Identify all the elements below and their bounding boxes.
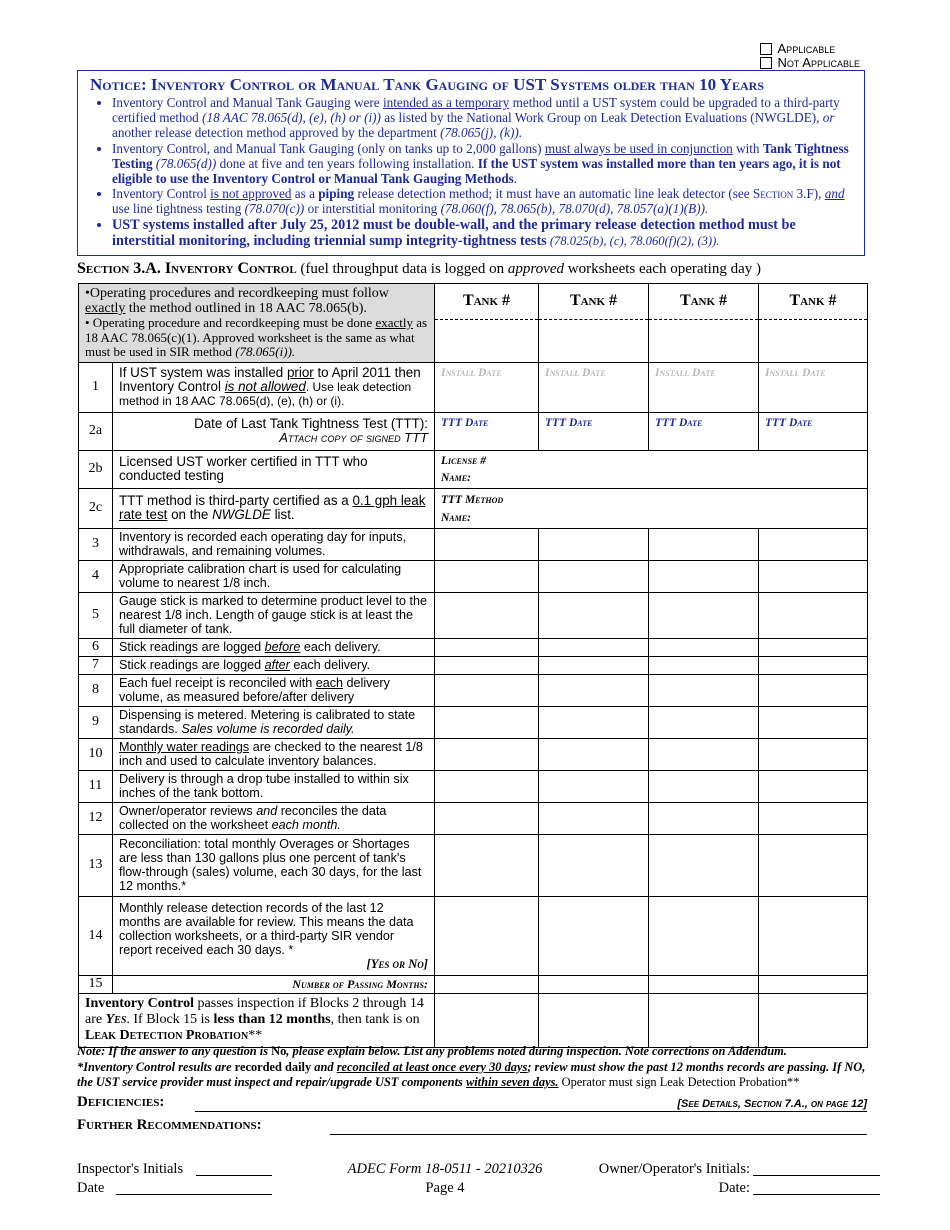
answer-cell[interactable]: [539, 638, 649, 656]
answer-cell[interactable]: [435, 560, 539, 592]
row-description: Monthly water readings are checked to the nearest 1/8 inch and used to calculate inventory balances.: [113, 738, 435, 770]
answer-cell[interactable]: [759, 896, 868, 975]
ttt-date-cell[interactable]: TTT Date: [759, 412, 868, 450]
row-description: Inventory is recorded each operating day for inputs, withdrawals, and remaining volumes.: [113, 528, 435, 560]
footer-left: [77, 1160, 183, 1198]
answer-cell[interactable]: [759, 975, 868, 993]
answer-cell[interactable]: [759, 802, 868, 834]
answer-cell[interactable]: [539, 738, 649, 770]
row-description: Dispensing is metered. Metering is calibrated to state standards. Sales volume is recorded daily.: [113, 706, 435, 738]
section-title: Section 3.A. Inventory Control (fuel throughput data is logged on approved worksheets each operating day ): [77, 260, 762, 277]
tank-number-input[interactable]: [759, 319, 868, 362]
table-row: [79, 528, 868, 560]
answer-cell[interactable]: [759, 834, 868, 896]
tank-number-input[interactable]: [649, 319, 759, 362]
table-row: [79, 674, 868, 706]
header-row: [79, 284, 868, 320]
table-row: [79, 738, 868, 770]
page-number: Page 4: [425, 1180, 465, 1196]
answer-cell[interactable]: [539, 802, 649, 834]
applicable-checkbox[interactable]: [760, 43, 772, 55]
further-recommendations-row: [77, 1117, 867, 1134]
answer-cell[interactable]: [539, 592, 649, 638]
notice-title: Notice: Inventory Control or Manual Tank Gauging of UST Systems older than 10 Years: [90, 75, 764, 94]
inspector-initials-label: Inspector's Initials: [77, 1161, 184, 1177]
not-applicable-checkbox[interactable]: [760, 57, 772, 69]
ttt-date-cell[interactable]: TTT Date: [435, 412, 539, 450]
row-description: Monthly release detection records of the last 12 months are available for review. This means the data collection worksheets, or a third-party SIR vendor report received each 30 days. * [Yes or No]: [113, 896, 435, 975]
row-number: 2b: [79, 450, 113, 488]
owner-initials-label: Owner/Operator's Initials:: [598, 1161, 750, 1177]
row-number: 14: [79, 896, 113, 975]
answer-cell[interactable]: [759, 738, 868, 770]
answer-cell[interactable]: [649, 674, 759, 706]
answer-cell[interactable]: [435, 993, 539, 1047]
table-row: [79, 834, 868, 896]
answer-cell[interactable]: [435, 975, 539, 993]
answer-cell[interactable]: [539, 528, 649, 560]
row-number: 6: [79, 638, 113, 656]
install-date-cell[interactable]: Install Date: [759, 362, 868, 412]
inspector-date-field[interactable]: [116, 1194, 272, 1195]
answer-cell[interactable]: [759, 656, 868, 674]
row-description: Stick readings are logged after each delivery.: [113, 656, 435, 674]
answer-cell[interactable]: [759, 638, 868, 656]
tank-number-input[interactable]: [435, 319, 539, 362]
answer-cell[interactable]: [649, 592, 759, 638]
table-row: [79, 362, 868, 412]
answer-cell[interactable]: [539, 770, 649, 802]
further-recommendations-input-line[interactable]: [330, 1134, 867, 1135]
answer-cell[interactable]: [649, 560, 759, 592]
tank-header-3: Tank #: [649, 284, 759, 320]
table-row: [79, 975, 868, 993]
answer-cell[interactable]: [649, 975, 759, 993]
answer-cell[interactable]: [649, 528, 759, 560]
row-description: Delivery is through a drop tube installed to within six inches of the tank bottom.: [113, 770, 435, 802]
answer-cell[interactable]: [435, 674, 539, 706]
row-number: 13: [79, 834, 113, 896]
answer-cell[interactable]: [759, 560, 868, 592]
answer-cell[interactable]: [435, 592, 539, 638]
row-number: 7: [79, 656, 113, 674]
deficiencies-row: [77, 1094, 867, 1111]
row-number: 10: [79, 738, 113, 770]
row-number: 9: [79, 706, 113, 738]
answer-cell[interactable]: [759, 770, 868, 802]
applicable-option[interactable]: [760, 42, 860, 56]
answer-cell[interactable]: [539, 834, 649, 896]
install-date-cell[interactable]: Install Date: [649, 362, 759, 412]
answer-cell[interactable]: [759, 993, 868, 1047]
table-row: [79, 560, 868, 592]
row-number: 3: [79, 528, 113, 560]
notes: Note: If the answer to any question is No, please explain below. List any problems noted during inspection. Note corrections on Addendum. *Inventory Control results are recorded daily and reconciled at least once every 30 days; review must show the past 12 months records are passing. If NO, the UST service provider must inspect and repair/upgrade UST components within seven days. Operator must sign Leak Detection Probation**: [77, 1044, 866, 1089]
license-cell[interactable]: License # Name:: [435, 450, 868, 488]
answer-cell[interactable]: [539, 560, 649, 592]
answer-cell[interactable]: [759, 528, 868, 560]
row-number: 1: [79, 362, 113, 412]
table-row: [79, 993, 868, 1047]
tank-header-1: Tank #: [435, 284, 539, 320]
notice-item: • Inventory Control and Manual Tank Gauging were intended as a temporary method until a UST system could be upgraded to a third-party certified method (18 AAC 78.065(d), (e), (h) or (i)) as listed by the National Work Group on Leak Detection Evaluations (NWGLDE), or another release detection method approved by the department (78.065(j), (k)).: [112, 95, 854, 141]
answer-cell[interactable]: [539, 674, 649, 706]
answer-cell[interactable]: [649, 802, 759, 834]
see-details-note: [See Details, Section 7.A., on page 12]: [677, 1098, 867, 1110]
answer-cell[interactable]: [435, 896, 539, 975]
answer-cell[interactable]: [539, 706, 649, 738]
ttt-date-cell[interactable]: TTT Date: [649, 412, 759, 450]
answer-cell[interactable]: [435, 834, 539, 896]
owner-initials-field[interactable]: [753, 1175, 880, 1176]
further-recommendations-label: Further Recommendations:: [77, 1117, 262, 1133]
row-number: 2a: [79, 412, 113, 450]
answer-cell[interactable]: [435, 738, 539, 770]
answer-cell[interactable]: [539, 993, 649, 1047]
notice-item: • Inventory Control is not approved as a piping release detection method; it must have an automatic line leak detector (see Section 3.F), and use line tightness testing (78.070(c)) or interstitial monitoring (78.060(f), 78.065(b), 78.070(d), 78.057(a)(1)(B)).: [112, 186, 854, 216]
row-number: 15: [79, 975, 113, 993]
row-number: 8: [79, 674, 113, 706]
row-description: If UST system was installed prior to April 2011 then Inventory Control is not allowed. Use leak detection method in 18 AAC 78.065(d), (e), (h) or (i).: [113, 362, 435, 412]
table-row: [79, 638, 868, 656]
table-row: [79, 412, 868, 450]
row-number: 4: [79, 560, 113, 592]
applicable-label: Applicable: [777, 41, 836, 56]
answer-cell[interactable]: [649, 706, 759, 738]
applicability-checkboxes: [760, 42, 860, 70]
answer-cell[interactable]: [649, 993, 759, 1047]
answer-cell[interactable]: [539, 896, 649, 975]
answer-cell[interactable]: [539, 656, 649, 674]
notice-box: [77, 70, 865, 256]
row-description: Number of Passing Months:: [113, 975, 435, 993]
answer-cell[interactable]: [649, 656, 759, 674]
row-number: 5: [79, 592, 113, 638]
tank-header-2: Tank #: [539, 284, 649, 320]
not-applicable-label: Not Applicable: [777, 55, 860, 70]
answer-cell[interactable]: [435, 528, 539, 560]
row-description: Reconciliation: total monthly Overages or Shortages are less than 130 gallons plus one percent of tank's flow-through (sales) volume, each 30 days, for the last 12 months.*: [113, 834, 435, 896]
row-description: Owner/operator reviews and reconciles the data collected on the worksheet each month.: [113, 802, 435, 834]
answer-cell[interactable]: [759, 592, 868, 638]
row-description: Date of Last Tank Tightness Test (TTT): Attach copy of signed TTT: [113, 412, 435, 450]
table-row: [79, 656, 868, 674]
notice-item: • Inventory Control, and Manual Tank Gauging (only on tanks up to 2,000 gallons) must always be used in conjunction with Tank Tightness Testing (78.065(d)) done at five and ten years following installation. If the UST system was installed more than ten years ago, it is not eligible to use the Inventory Control or Manual Tank Gauging Methods.: [112, 141, 854, 187]
answer-cell[interactable]: [435, 638, 539, 656]
notice-list: [90, 95, 854, 249]
pass-criteria: Inventory Control passes inspection if Blocks 2 through 14 are Yes. If Block 15 is less than 12 months, then tank is on Leak Detection Probation**: [79, 993, 435, 1047]
answer-cell[interactable]: [435, 770, 539, 802]
row-description: Stick readings are logged before each delivery.: [113, 638, 435, 656]
inventory-control-table: [78, 283, 868, 1048]
answer-cell[interactable]: [539, 975, 649, 993]
not-applicable-option[interactable]: [760, 56, 860, 70]
tank-number-input[interactable]: [539, 319, 649, 362]
answer-cell[interactable]: [435, 656, 539, 674]
row-description: Appropriate calibration chart is used for calculating volume to nearest 1/8 inch.: [113, 560, 435, 592]
row-description: Each fuel receipt is reconciled with each delivery volume, as measured before/after delivery: [113, 674, 435, 706]
row-description: TTT method is third-party certified as a 0.1 gph leak rate test on the NWGLDE list.: [113, 488, 435, 528]
ttt-method-cell[interactable]: TTT Method Name:: [435, 488, 868, 528]
notice-item: • UST systems installed after July 25, 2012 must be double-wall, and the primary release detection method must be interstitial monitoring, including triennial sump integrity-tightness tests (78.025(b), (c), 78.060(f)(2), (3)).: [112, 217, 854, 249]
row-number: 11: [79, 770, 113, 802]
date-label: Date: [77, 1180, 105, 1196]
table-row: [79, 706, 868, 738]
ttt-date-cell[interactable]: TTT Date: [539, 412, 649, 450]
answer-cell[interactable]: [435, 706, 539, 738]
answer-cell[interactable]: [649, 896, 759, 975]
table-row: [79, 802, 868, 834]
owner-date-label: Date:: [718, 1180, 750, 1196]
table-row: [79, 488, 868, 528]
table-row: [79, 592, 868, 638]
answer-cell[interactable]: [649, 834, 759, 896]
table-row: [79, 770, 868, 802]
row-description: Gauge stick is marked to determine product level to the nearest 1/8 inch. Length of gauge stick is at least the full diameter of tank.: [113, 592, 435, 638]
row-number: 2c: [79, 488, 113, 528]
table-row: [79, 450, 868, 488]
deficiencies-input-line[interactable]: [195, 1111, 867, 1112]
footer-center: [330, 1160, 560, 1198]
row-description: Licensed UST worker certified in TTT who conducted testing: [113, 450, 435, 488]
answer-cell[interactable]: [649, 638, 759, 656]
answer-cell[interactable]: [435, 802, 539, 834]
answer-cell[interactable]: [649, 770, 759, 802]
answer-cell[interactable]: [759, 674, 868, 706]
table-row: [79, 896, 868, 975]
answer-cell[interactable]: [759, 706, 868, 738]
tank-header-4: Tank #: [759, 284, 868, 320]
row-number: 12: [79, 802, 113, 834]
deficiencies-label: Deficiencies:: [77, 1094, 165, 1110]
owner-date-field[interactable]: [753, 1194, 880, 1195]
footer-right: [586, 1160, 750, 1198]
form-number: ADEC Form 18-0511 - 20210326: [347, 1161, 543, 1177]
inspector-initials-field[interactable]: [196, 1175, 272, 1176]
install-date-cell[interactable]: Install Date: [435, 362, 539, 412]
answer-cell[interactable]: [649, 738, 759, 770]
procedures-note: •Operating procedures and recordkeeping must follow exactly the method outlined in 18 AAC 78.065(b). • Operating procedure and recordkeeping must be done exactly as 18 AAC 78.065(c)(1). Approved worksheet is the same as what must be used in SIR method (78.065(i)).: [79, 284, 435, 363]
install-date-cell[interactable]: Install Date: [539, 362, 649, 412]
